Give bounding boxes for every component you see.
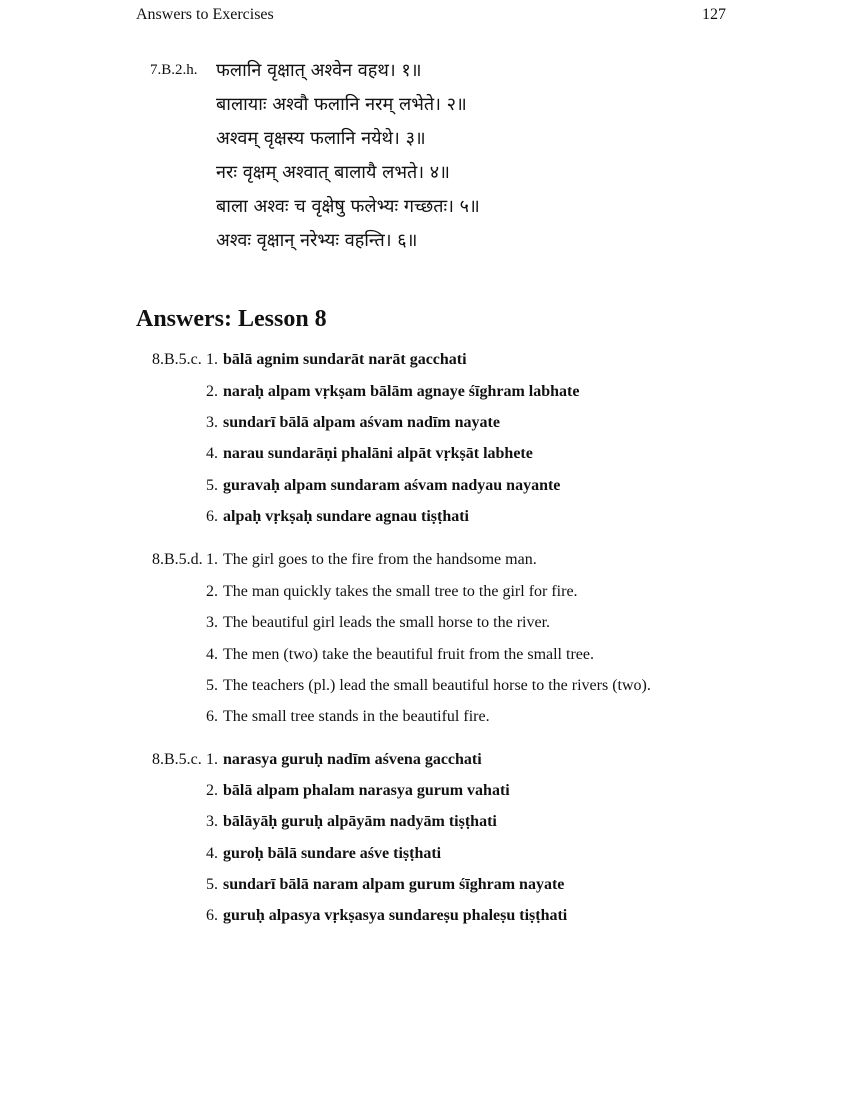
transliteration-text: bālā alpam phalam narasya gurum vahati — [223, 782, 510, 799]
transliteration-text: bālā agnim sundarāt narāt gacchati — [223, 351, 467, 368]
item-number: 1. — [206, 751, 218, 768]
item-number: 6. — [206, 708, 218, 725]
item-number: 3. — [206, 614, 218, 631]
item-number: 5. — [206, 477, 218, 494]
page-number: 127 — [702, 6, 726, 23]
devanagari-text: नरः वृक्षम् अश्वात् बालायै लभते। ४॥ — [216, 162, 450, 183]
transliteration-text: sundarī bālā naram alpam gurum śīghram nayate — [223, 876, 565, 893]
transliteration-text: alpaḥ vṛkṣaḥ sundare agnau tiṣṭhati — [223, 508, 469, 525]
item-number: 2. — [206, 383, 218, 400]
transliteration-text: bālāyāḥ guruḥ alpāyām nadyām tiṣṭhati — [223, 813, 497, 830]
item-number: 1. — [206, 351, 218, 368]
item-number: 3. — [206, 813, 218, 830]
exercise-label: 7.B.2.h. — [150, 62, 198, 78]
transliteration-text: guravaḥ alpam sundaram aśvam nadyau nayante — [223, 477, 561, 494]
translation-text: The girl goes to the fire from the handsome man. — [223, 551, 537, 568]
transliteration-text: narasya guruḥ nadīm aśvena gacchati — [223, 751, 482, 768]
exercise-label: 8.B.5.d. — [152, 551, 203, 568]
translation-text: The men (two) take the beautiful fruit from the small tree. — [223, 646, 594, 663]
transliteration-text: naraḥ alpam vṛkṣam bālām agnaye śīghram labhate — [223, 383, 580, 400]
translation-text: The teachers (pl.) lead the small beautiful horse to the rivers (two). — [223, 677, 651, 694]
item-number: 2. — [206, 583, 218, 600]
translation-text: The small tree stands in the beautiful fire. — [223, 708, 490, 725]
translation-text: The man quickly takes the small tree to the girl for fire. — [223, 583, 578, 600]
item-number: 3. — [206, 414, 218, 431]
devanagari-text: फलानि वृक्षात् अश्वेन वहथ। १॥ — [216, 60, 422, 81]
devanagari-text: बालायाः अश्वौ फलानि नरम् लभेते। २॥ — [216, 94, 467, 115]
item-number: 5. — [206, 677, 218, 694]
exercise-label: 8.B.5.c. — [152, 351, 202, 368]
item-number: 6. — [206, 907, 218, 924]
transliteration-text: guroḥ bālā sundare aśve tiṣṭhati — [223, 845, 442, 862]
item-number: 1. — [206, 551, 218, 568]
section-heading: Answers: Lesson 8 — [136, 306, 327, 332]
devanagari-text: अश्वः वृक्षान् नरेभ्यः वहन्ति। ६॥ — [216, 230, 418, 251]
item-number: 4. — [206, 646, 218, 663]
item-number: 4. — [206, 845, 218, 862]
translation-text: The beautiful girl leads the small horse to the river. — [223, 614, 551, 631]
item-number: 2. — [206, 782, 218, 799]
devanagari-text: अश्वम् वृक्षस्य फलानि नयेथे। ३॥ — [216, 128, 426, 149]
item-number: 6. — [206, 508, 218, 525]
running-head-title: Answers to Exercises — [136, 6, 274, 23]
transliteration-text: sundarī bālā alpam aśvam nadīm nayate — [223, 414, 500, 431]
exercise-label: 8.B.5.c. — [152, 751, 202, 768]
transliteration-text: narau sundarāṇi phalāni alpāt vṛkṣāt labhete — [223, 445, 533, 462]
transliteration-text: guruḥ alpasya vṛkṣasya sundareṣu phaleṣu tiṣṭhati — [223, 907, 568, 924]
running-head — [136, 6, 726, 28]
item-number: 5. — [206, 876, 218, 893]
item-number: 4. — [206, 445, 218, 462]
devanagari-text: बाला अश्वः च वृक्षेषु फलेभ्यः गच्छतः। ५॥ — [216, 196, 480, 217]
